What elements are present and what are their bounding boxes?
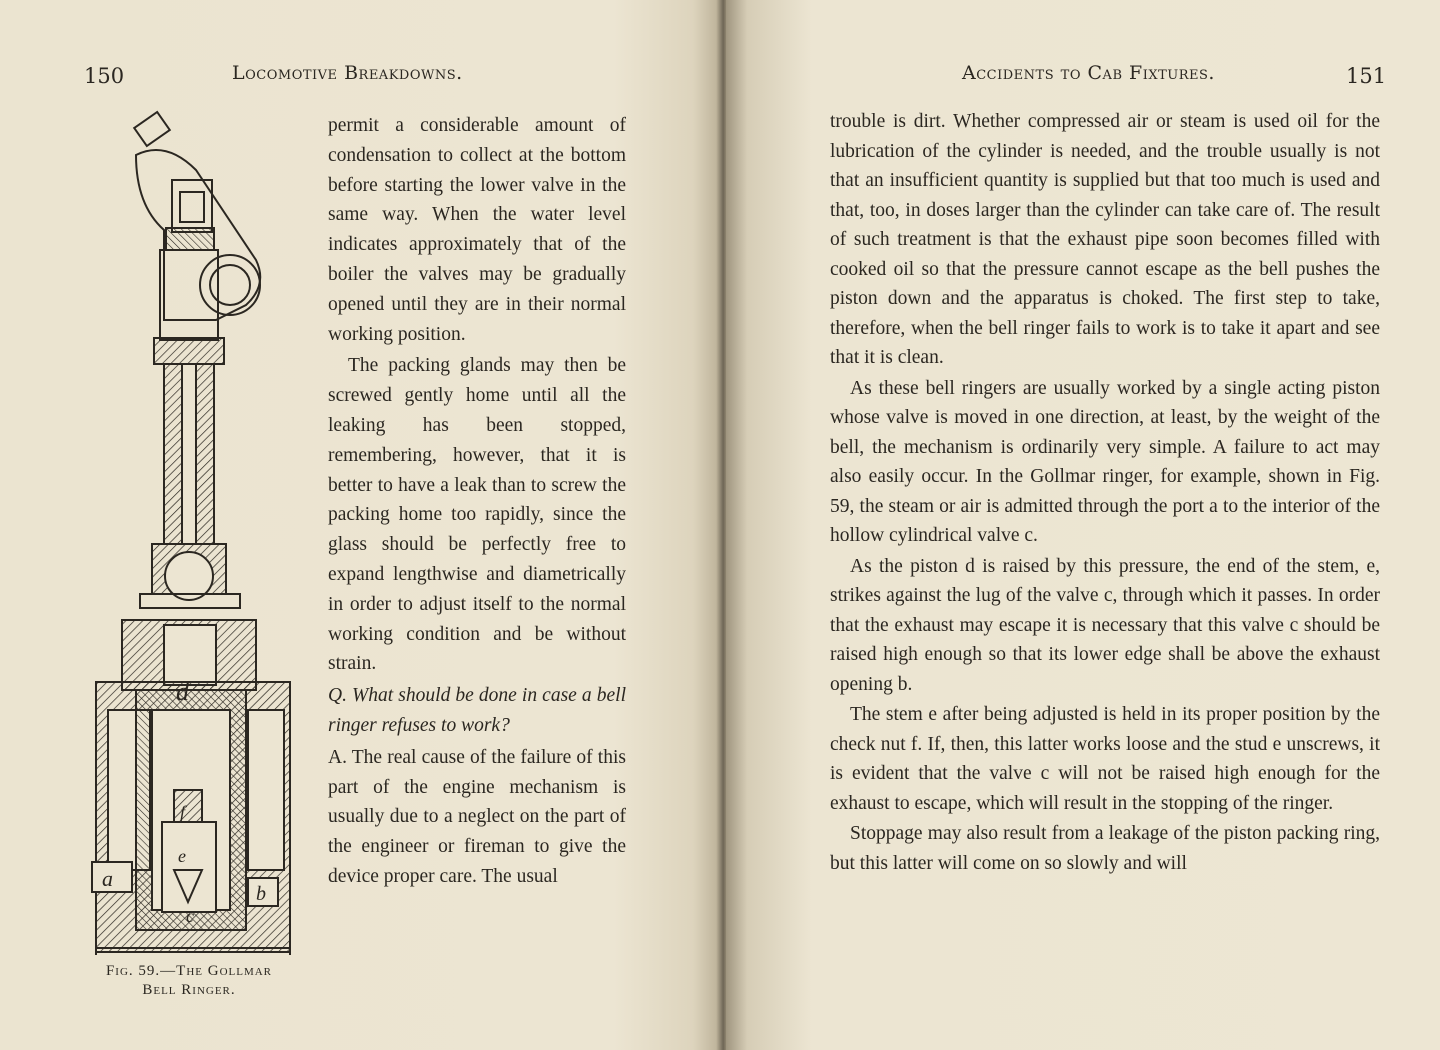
right-page-number: 151 [1346,64,1387,88]
figure-caption-line-1: Fig. 59.—The Gollmar [105,963,273,979]
figure-label-b: b [256,883,266,905]
right-text-column [830,107,1380,878]
right-paragraph-2: As these bell ringers are usually worked by a single acting piston whose valve is moved in one direction, at least, by the weight of the bell, the mechanism is ordinarily very simple. A failure to act may also easily occur. In the Gollmar ringer, for example, shown in Fig. 59, the steam or air is admitted through the port a to the interior of the hollow cylindrical valve c. [830,377,1380,546]
figure-label-c: c [186,906,194,926]
right-running-head: Accidents to Cab Fixtures. [962,62,1215,84]
figure-caption [74,962,304,1000]
left-page-number: 150 [84,64,125,88]
answer-text: A. The real cause of the failure of this part of the engine mechanism is usually due to a neglect on the part of the engineer or fireman to give the device proper care. The usual [328,746,626,887]
figure-label-d: d [176,677,189,706]
right-paragraph-3: As the piston d is raised by this pressure, the end of the stem, e, strikes against the lug of the valve c, through which it passes. In order that the exhaust may escape it is necessary that this valve c should be raised high enough so that its lower edge shall be above the exhaust opening b. [830,555,1380,695]
figure-caption-line-2: Bell Ringer. [142,982,236,998]
right-paragraph-4: The stem e after being adjusted is held in its proper position by the check nut f. If, then, this latter works loose and the stud e unscrews, it is evident that the valve c will not be raised high enough for the exhaust to escape, which will result in the stopping of the ringer. [830,704,1380,814]
figure-label-f: f [180,802,186,822]
left-paragraph-2: The packing glands may then be screwed gently home until all the leaking has been stopped, remembering, however, that it is better to have a leak than to screw the packing home too rapidly, since the glass should be perfectly free to expand lengthwise and diametrically in order to adjust itself to the normal working condition and be without strain. [328,355,626,675]
right-paragraph-1: trouble is dirt. Whether compressed air or steam is used oil for the lubrication of the cylinder is needed, and the trouble usually is not that an insufficient quantity is supplied but that too much is used and that, too, in doses larger than the cylinder can take care of. The result of such treatment is that the exhaust pipe soon becomes filled with cooked oil so that the pressure cannot escape as the bell pushes the piston down and the apparatus is choked. The first step to take, therefore, when the bell ringer fails to work is to take it apart and see that it is clean. [830,111,1380,368]
left-running-head: Locomotive Breakdowns. [232,62,463,84]
right-paragraph-5: Stoppage may also result from a leakage of the piston packing ring, but this latter will come on so slowly and will [830,823,1380,874]
figure-label-a: a [102,866,113,891]
gollmar-bell-ringer-figure [76,110,306,955]
left-paragraph-1: permit a considerable amount of condensation to collect at the bottom before starting the lower valve in the same way. When the water level indicates approximately that of the boiler the valves may be gradually opened until they are in their normal working position. [328,115,626,345]
figure-label-e: e [178,846,186,866]
left-text-column [328,111,626,892]
right-page [726,0,1440,1050]
question-text: Q. What should be done in case a bell ringer refuses to work? [328,685,626,736]
